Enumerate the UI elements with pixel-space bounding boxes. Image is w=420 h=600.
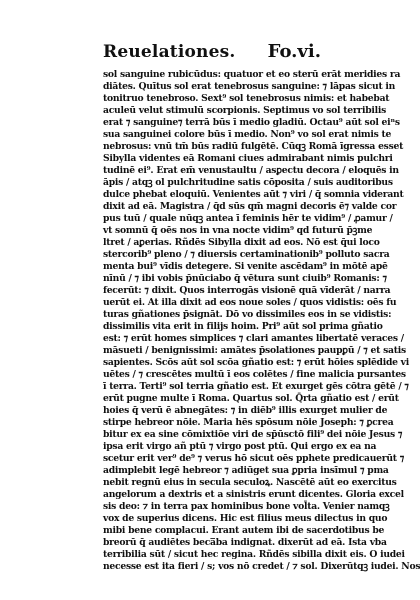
text-line: uētes / ⁊ crescētes multū ī eos colētes / fine malicia pursantes — [103, 369, 406, 380]
text-line: sapientes. Scōs aūt sol scōa gñatio est: ⁊ erūt hōies splēdide vi — [103, 357, 410, 368]
page-header — [103, 42, 321, 64]
text-line: ltret / aꝑerias. Rñdēs Sibylla dixit ad eos. Nō est q̄ui loco — [103, 237, 380, 248]
text-line: dulce phebat eloquiū. Venientes aūt ⁊ viri / q̄ somnia viderant — [103, 189, 404, 200]
text-line: menta bui⁹ vīdis detegere. Si venite ascēdam⁹ in mōtē apē — [103, 261, 388, 272]
text-line: bitur ex ea sine cōmixtiōe viri de sp̄ūsctō fili⁹ dei nōie Jesus ⁊ — [103, 429, 403, 440]
text-line: sua sanguinei colore būs ī medio. Non⁹ vo sol erat nimis te — [103, 129, 392, 140]
text-line: dixit ad eā. Magistra / q̄d sūs qm̄ magni decoris ē⁊ valde cor — [103, 201, 397, 212]
text-line: nebit regnū eius in secula seculoꝝ. Nascētē aūt eo exercitus — [103, 477, 397, 488]
text-line: diātes. Quītus sol erat tenebrosus sanguine: ⁊ lāpas sicut in — [103, 81, 396, 92]
text-line: breorū q̄ audiētes beca̅ba indignat. dixerūt ad eā. Ista vba — [103, 537, 387, 548]
text-line: erat ⁊ sanguine⁊ terrā būs ī medio gladiū. Octau⁹ aūt sol eiⁿs — [103, 117, 400, 128]
text-line: mibi bene complacui. Erant autem ibi de sacerdotibus be — [103, 525, 385, 536]
text-line: pus tuū / quale nūqꝫ antea ī feminis hēr te vidim⁹ / ꝓamur / — [103, 213, 393, 224]
running-head: Reuelationes. — [103, 42, 236, 62]
text-line: est: ⁊ erūt homes simplices ⁊ clari amantes libertatē veraces / — [103, 333, 404, 344]
text-line: turas gñationes p̄signāt. Dō vo dissimiles eos in se vidistis: — [103, 309, 392, 320]
text-line: fecerūt: ⁊ dixit. Quos interrogās visionē quā vīderāt / narra — [103, 285, 391, 296]
text-line: aculeū velut stimulū scorpionis. Septimus vo sol terribilis — [103, 105, 387, 116]
text-line: māsueti / benignissimi: amātes p̄solationes paupꝑū / ⁊ et satis — [103, 345, 406, 356]
text-line: vt somnū q̄ oēs nos in vna nocte vidim⁹ qd futurū p̄ꝫme — [103, 225, 373, 236]
text-line: tudinē ei⁹. Erat em̄ venustaultu / asꝑectu decora / eloquēs in — [103, 165, 399, 176]
text-line: angelorum a dextris et a sinistris erunt dicentes. Gloria excel — [103, 489, 404, 500]
text-line: tonitruo tenebroso. Sext⁹ sol tenebrosus nimis: et habebat — [103, 93, 390, 104]
text-line: nīnū / ⁊ ibi vobis p̄nūciabo q̄ vētura sunt ciuib⁹ Romanis: ⁊ — [103, 273, 387, 284]
text-line: ī terra. Terti⁹ sol terria gñatio est. Et exurget gēs cōtra gētē / ⁊ — [103, 381, 409, 392]
text-line: scetur erit ver⁹ de⁹ ⁊ verus hō sicut oēs pphete predicauerūt ⁊ — [103, 453, 405, 464]
text-line: nebrosus: vnū tm̄ būs radiū fulgētē. Cūqꝫ Romā īgressa esset — [103, 141, 404, 152]
text-line: stercorib⁹ pleno / ⁊ diuersis certaminationib⁹ polluto sacra — [103, 249, 390, 260]
text-line: terribilia sūt / sicut hec regina. Rñdēs sibilla dixit eis. O iudei — [103, 549, 405, 560]
text-line: ipsa erit virgo añ ptū ⁊ virgo post ptū. Qui ergo ex ea na — [103, 441, 377, 452]
text-line: sis deo: ⁊ in terra pax hominibus bone vol̄ta. Venier namqꝫ — [103, 501, 390, 512]
text-line: sol sanguine rubicūdus: quatuor et eo sterū erāt meridies ra — [103, 69, 401, 80]
text-line: uerūt ei. At illa dixit ad eos noue soles / quos vidistis: oēs fu — [103, 297, 397, 308]
text-line: stirpe hebreor nōie. Maria hēs spōsum nōie Joseph: ⁊ ꝑcrea — [103, 417, 394, 428]
text-line: necesse est ita fieri / s; vos nō credet / ⁊ sol. Dixerūtqꝫ iudei. Nos — [103, 561, 420, 572]
text-block — [103, 69, 420, 572]
folio-number: Fo.vi. — [267, 41, 321, 62]
text-line: erūt pugne multe ī Roma. Quartus sol. Q̄rta gñatio est / erūt — [103, 393, 399, 404]
text-line: dissimilis vita erit in filijs hoim. Pri⁹ aūt sol prima gñatio — [103, 321, 383, 332]
text-line: Sibylla videntes eā Romani ciues admirabant nimis pulchri — [103, 153, 393, 164]
text-line: hoies q̄ verū ē abnegātes: ⁊ in diēb⁹ illis exurget mulier de — [103, 405, 388, 416]
text-line: adimplebit legē hebreor ⁊ adiūget sua ꝑpria insīmul ⁊ pma — [103, 465, 389, 476]
text-line: āpis / atqꝫ ol pulchritudine satis cōposita / suis auditoribus — [103, 177, 393, 188]
text-line: vox de superius dicens. Hic est filius meus dilectus in quo — [103, 513, 388, 524]
